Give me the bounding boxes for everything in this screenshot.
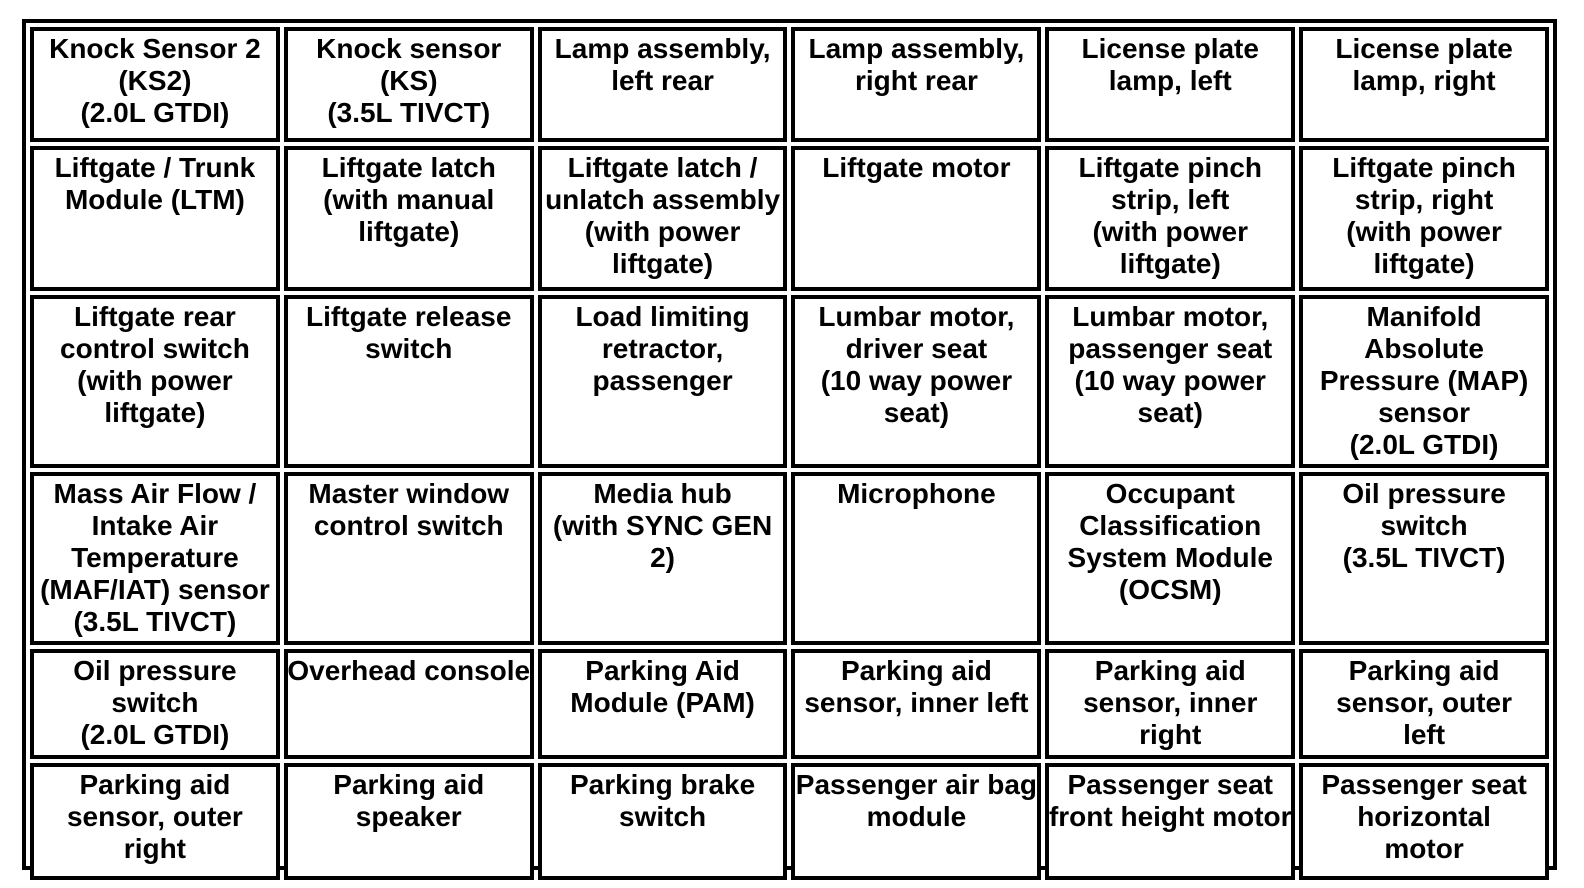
table-cell <box>791 472 1041 645</box>
cell-text-line: unlatch assembly <box>545 184 781 215</box>
cell-text-line: switch <box>1380 510 1468 541</box>
table-cell <box>1299 649 1549 759</box>
cell-text-line: Absolute <box>1364 333 1484 364</box>
cell-text-line: control switch <box>313 510 504 541</box>
table-cell <box>538 27 788 142</box>
table-cell <box>30 763 280 880</box>
cell-text-line: Passenger seat <box>1067 769 1273 800</box>
cell-text-line: Media hub <box>593 478 732 509</box>
cell-text-line: driver seat <box>845 333 988 364</box>
cell-text-line: (3.5L TIVCT) <box>1342 542 1506 573</box>
cell-text-line: Lamp assembly, <box>554 33 771 64</box>
cell-text-line: switch <box>111 687 199 718</box>
cell-text-line: 2) <box>650 542 676 573</box>
cell-text-line: liftgate) <box>1373 248 1475 279</box>
cell-text-line: sensor <box>1378 397 1470 428</box>
cell-text-line: right <box>123 833 187 864</box>
cell-text-line: front height motor <box>1048 801 1292 832</box>
cell-text-line: (3.5L TIVCT) <box>327 97 491 128</box>
cell-text-line: License plate <box>1335 33 1513 64</box>
cell-text-line: Classification <box>1079 510 1262 541</box>
table-cell <box>538 146 788 291</box>
cell-text-line: switch <box>365 333 453 364</box>
cell-text-line: speaker <box>355 801 462 832</box>
cell-text-line: liftgate) <box>104 397 206 428</box>
table-cell <box>284 295 534 468</box>
cell-text-line: Liftgate release <box>306 301 512 332</box>
cell-text-line: (2.0L GTDI) <box>80 719 230 750</box>
cell-text-line: Lumbar motor, <box>1072 301 1269 332</box>
cell-text-line: Oil pressure <box>73 655 237 686</box>
cell-text-line: Parking aid <box>79 769 231 800</box>
cell-text-line: (with power <box>584 216 741 247</box>
cell-text-line: liftgate) <box>1119 248 1221 279</box>
cell-text-line: lamp, right <box>1352 65 1496 96</box>
cell-text-line: Parking brake <box>569 769 756 800</box>
cell-text-line: Load limiting <box>575 301 750 332</box>
cell-text-line: Occupant <box>1105 478 1235 509</box>
table-cell <box>1045 295 1295 468</box>
cell-text-line: Microphone <box>837 478 996 509</box>
cell-text-line: License plate <box>1081 33 1259 64</box>
table-cell <box>538 763 788 880</box>
table-cell <box>30 295 280 468</box>
cell-text-line: Passenger seat <box>1321 769 1527 800</box>
table-cell <box>1045 763 1295 880</box>
cell-text-line: Liftgate latch / <box>567 152 758 183</box>
cell-text-line: Module (PAM) <box>570 687 755 718</box>
cell-text-line: strip, left <box>1111 184 1230 215</box>
cell-text-line: sensor, outer <box>66 801 243 832</box>
cell-text-line: passenger seat <box>1068 333 1273 364</box>
cell-text-line: Knock Sensor 2 <box>49 33 261 64</box>
table-cell <box>1045 27 1295 142</box>
cell-text-line: Pressure (MAP) <box>1319 365 1529 396</box>
table-cell <box>1299 472 1549 645</box>
table-cell <box>284 472 534 645</box>
table-cell <box>538 295 788 468</box>
cell-text-line: Liftgate pinch <box>1332 152 1516 183</box>
cell-text-line: Passenger air bag <box>795 769 1038 800</box>
table-cell <box>791 295 1041 468</box>
table-cell <box>1299 295 1549 468</box>
table-cell <box>791 763 1041 880</box>
cell-text-line: liftgate) <box>358 216 460 247</box>
table-cell <box>30 649 280 759</box>
cell-text-line: left <box>1403 719 1446 750</box>
cell-text-line: seat) <box>1137 397 1203 428</box>
cell-text-line: lamp, left <box>1108 65 1232 96</box>
table-cell <box>538 472 788 645</box>
cell-text-line: Liftgate latch <box>321 152 496 183</box>
table-cell <box>284 763 534 880</box>
cell-text-line: Liftgate motor <box>822 152 1011 183</box>
table-cell <box>284 27 534 142</box>
cell-text-line: Parking aid <box>1094 655 1246 686</box>
table-cell <box>284 649 534 759</box>
table-cell <box>30 27 280 142</box>
cell-text-line: sensor, inner left <box>804 687 1029 718</box>
cell-text-line: retractor, <box>601 333 724 364</box>
table-cell <box>1045 649 1295 759</box>
table-cell <box>30 146 280 291</box>
cell-text-line: (KS2) <box>118 65 192 96</box>
cell-text-line: Manifold <box>1366 301 1482 332</box>
cell-text-line: (with power <box>1346 216 1502 247</box>
cell-text-line: (10 way power <box>820 365 1013 396</box>
table-cell <box>1045 472 1295 645</box>
cell-text-line: Module (LTM) <box>64 184 245 215</box>
cell-text-line: Master window <box>308 478 510 509</box>
table-cell <box>1299 146 1549 291</box>
cell-text-line: right <box>1139 719 1202 750</box>
cell-text-line: Liftgate rear <box>74 301 236 332</box>
cell-text-line: (10 way power <box>1074 365 1266 396</box>
cell-text-line: Mass Air Flow / <box>53 478 257 509</box>
cell-text-line: Temperature <box>71 542 239 573</box>
cell-text-line: horizontal <box>1357 801 1491 832</box>
cell-text-line: (with SYNC GEN <box>552 510 773 541</box>
table-cell <box>284 146 534 291</box>
table-cell <box>791 27 1041 142</box>
cell-text-line: Parking aid <box>333 769 485 800</box>
cell-text-line: right rear <box>854 65 978 96</box>
table-cell <box>1045 146 1295 291</box>
table-cell <box>30 472 280 645</box>
cell-text-line: Knock sensor <box>316 33 502 64</box>
cell-text-line: liftgate) <box>612 248 714 279</box>
cell-text-line: (with power <box>1092 216 1249 247</box>
cell-text-line: Lumbar motor, <box>818 301 1015 332</box>
cell-text-line: (with power <box>77 365 233 396</box>
cell-text-line: (KS) <box>379 65 438 96</box>
cell-text-line: Liftgate pinch <box>1078 152 1263 183</box>
cell-text-line: switch <box>619 801 707 832</box>
cell-text-line: sensor, outer <box>1336 687 1512 718</box>
cell-text-line: Intake Air <box>91 510 219 541</box>
cell-text-line: (with manual <box>323 184 495 215</box>
cell-text-line: Parking aid <box>1348 655 1500 686</box>
cell-text-line: Parking aid <box>840 655 992 686</box>
cell-text-line: seat) <box>883 397 950 428</box>
cell-text-line: (OCSM) <box>1118 574 1222 605</box>
cell-text-line: (MAF/IAT) sensor <box>40 574 270 605</box>
cell-text-line: motor <box>1384 833 1464 864</box>
cell-text-line: left rear <box>611 65 714 96</box>
table-cell <box>791 649 1041 759</box>
cell-text-line: Oil pressure <box>1342 478 1506 509</box>
cell-text-line: module <box>866 801 967 832</box>
cell-text-line: (3.5L TIVCT) <box>73 606 237 637</box>
cell-text-line: (2.0L GTDI) <box>80 97 230 128</box>
cell-text-line: passenger <box>592 365 733 396</box>
table-cell <box>791 146 1041 291</box>
cell-text-line: sensor, inner <box>1083 687 1258 718</box>
cell-text-line: Parking Aid <box>585 655 740 686</box>
cell-text-line: strip, right <box>1354 184 1494 215</box>
cell-text-line: control switch <box>60 333 250 364</box>
cell-text-line: Liftgate / Trunk <box>54 152 256 183</box>
table-cell <box>1299 763 1549 880</box>
table-cell <box>1299 27 1549 142</box>
cell-text-line: Lamp assembly, <box>808 33 1025 64</box>
cell-text-line: (2.0L GTDI) <box>1349 429 1499 460</box>
component-location-table <box>22 19 1557 870</box>
cell-text-line: Overhead console <box>287 655 531 686</box>
cell-text-line: System Module <box>1067 542 1273 573</box>
table-cell <box>538 649 788 759</box>
